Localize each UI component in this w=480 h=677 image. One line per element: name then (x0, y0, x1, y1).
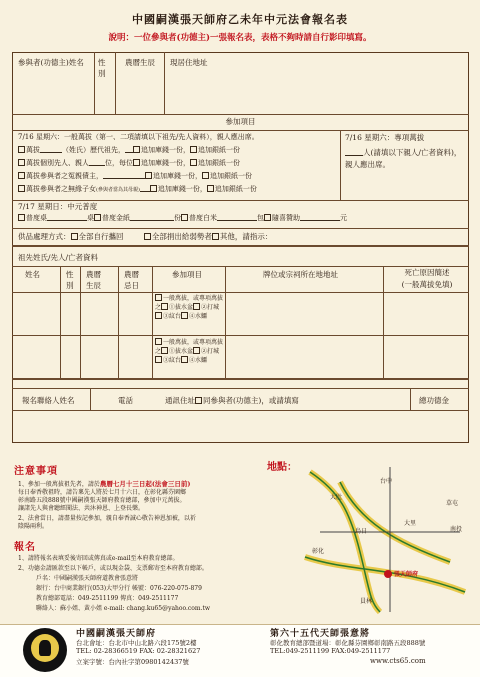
registration-form (12, 52, 469, 443)
footer-tel-left: TEL: 02-28366519 FAX: 02-28321627 (76, 647, 201, 655)
jul16-opt4-checkbox[interactable] (18, 185, 25, 192)
map-heading: 地點： (267, 462, 297, 473)
offering-opt2-checkbox[interactable] (144, 233, 151, 240)
form-instruction: 說明：一位參與者(功德主)一張報名表，表格不夠時請自行影印填寫。 (108, 33, 372, 43)
col-address: 牌位或宗祠所在地地址 (263, 270, 338, 279)
participant-address-field[interactable] (170, 70, 462, 110)
jul16-opt3-checkbox[interactable] (18, 172, 25, 179)
anc1-general-checkbox[interactable] (155, 294, 162, 301)
merit-label: 總功德金 (419, 396, 449, 405)
jul17-heading: 7/17 星期日：中元普度 (18, 202, 98, 211)
temple-marker (384, 570, 392, 578)
col-birth: 農曆生辰 (86, 270, 101, 290)
offering-opt1-checkbox[interactable] (71, 233, 78, 240)
jul17-table-checkbox[interactable] (18, 214, 25, 221)
participant-address-label: 現居住地址 (170, 58, 208, 67)
col-name: 姓名 (25, 270, 40, 279)
jul16-general-heading: 7/16 星期六：一般萬拔（第一、二項請填以下祖先/先人資料），親人應出席。 (18, 133, 259, 141)
map-label-yuanlin: 員林 (360, 598, 373, 605)
footer-org-left: 中國嗣漢張天師府 (76, 629, 157, 639)
items-header: 參加項目 (225, 117, 256, 126)
participant-gender-label: 性別 (98, 58, 106, 78)
ancestors-heading: 祖先姓氏/先人/亡者資料 (18, 253, 99, 262)
notice-heading: 注意事項 (14, 466, 58, 477)
participant-name-label: 參與者(功德主)姓名 (18, 58, 84, 67)
map-label-temple: 張天師府 (394, 571, 419, 578)
contact-name-label: 報名聯絡人姓名 (22, 396, 75, 405)
map-label-dali: 大里 (404, 520, 417, 527)
notice-panel: 注意事項 1、參加一般萬拔祖先者，請於農曆七月十三日起(法會三日前) 每日奉香敬祖時，請告稟先人將於七月十六日，在彰化縣芬園鄉 彰南路五段888號中國嗣漢張天師府教育總部，參加中元萬拔。 讓諸先人與會聽經聞法、共沐神恩、上登長樂。 2、法會當日，請盡量按記參加，親自奉香誠心敬告神恩加被，以祈 陰陽兩利。 報名 1、請將報名表填妥後寄回或傳真或e-mail至本府教育總部。 2、功德金請匯款至以下帳戶，或以現金袋、支票郵寄至本府教育總部。 戶名：中國嗣漢張天師府道教會張意將 銀行：台中商業銀行(053)大甲分行 帳號：076-220-075-879 教育總部電話：049-2511199 傳真：049-2511177 聯絡人：蘇小姐、黃小姐 e-mail: chang.ku65@yahoo.com.tw (14, 462, 264, 615)
contact-phone-label: 電話 (118, 396, 133, 405)
col-items: 參加項目 (172, 270, 202, 279)
map-label-taichung: 台中 (380, 478, 393, 485)
form-title: 中國嗣漢張天師府乙未年中元法會報名表 (132, 13, 348, 26)
footer-org-right: 第六十五代天師張意將 (270, 629, 371, 639)
jul16-special-count[interactable] (345, 149, 363, 156)
footer-addr-left: 台北會址：台北市中山北路六段175號2樓 (76, 639, 197, 647)
offering-label: 供品處理方式： (18, 232, 71, 241)
footer-website-link[interactable]: www.cts65.com (370, 657, 426, 665)
map-label-dadu: 大肚 (330, 494, 343, 501)
contact-address-label: 通訊住址 (165, 396, 195, 405)
map-label-nantou: 南投 (450, 526, 463, 533)
signup-heading: 報名 (14, 541, 36, 553)
map-label-caotun: 草屯 (446, 500, 459, 507)
map-label-wuri: 烏日 (355, 528, 368, 535)
footer-temple-reg: 立案宇號：台內社字第0980142437號 (76, 658, 189, 666)
same-as-checkbox[interactable] (195, 397, 202, 404)
map-label-changhua: 彰化 (312, 548, 325, 555)
participant-birth-label: 農曆生辰 (125, 58, 155, 67)
col-cause: 死亡原因簡述 (404, 268, 450, 277)
offering-opt3-checkbox[interactable] (212, 233, 219, 240)
anc2-general-checkbox[interactable] (155, 338, 162, 345)
footer-addr-right: 彰化教育總部暨道場：彰化縣芬園鄉彰南路五段888號 (270, 639, 426, 647)
col-cause-sub: (一般萬拔免填) (401, 280, 453, 289)
col-death: 農曆忌日 (124, 270, 139, 290)
col-gender: 性別 (66, 270, 74, 290)
footer-tel-right: TEL:049-2511199 FAX:049-2511177 (270, 647, 391, 655)
footer (0, 624, 480, 677)
jul16-opt1-checkbox[interactable] (18, 146, 25, 153)
jul16-special-heading: 7/16 星期六：專項萬拔 (345, 133, 425, 142)
jul16-opt2-checkbox[interactable] (18, 159, 25, 166)
